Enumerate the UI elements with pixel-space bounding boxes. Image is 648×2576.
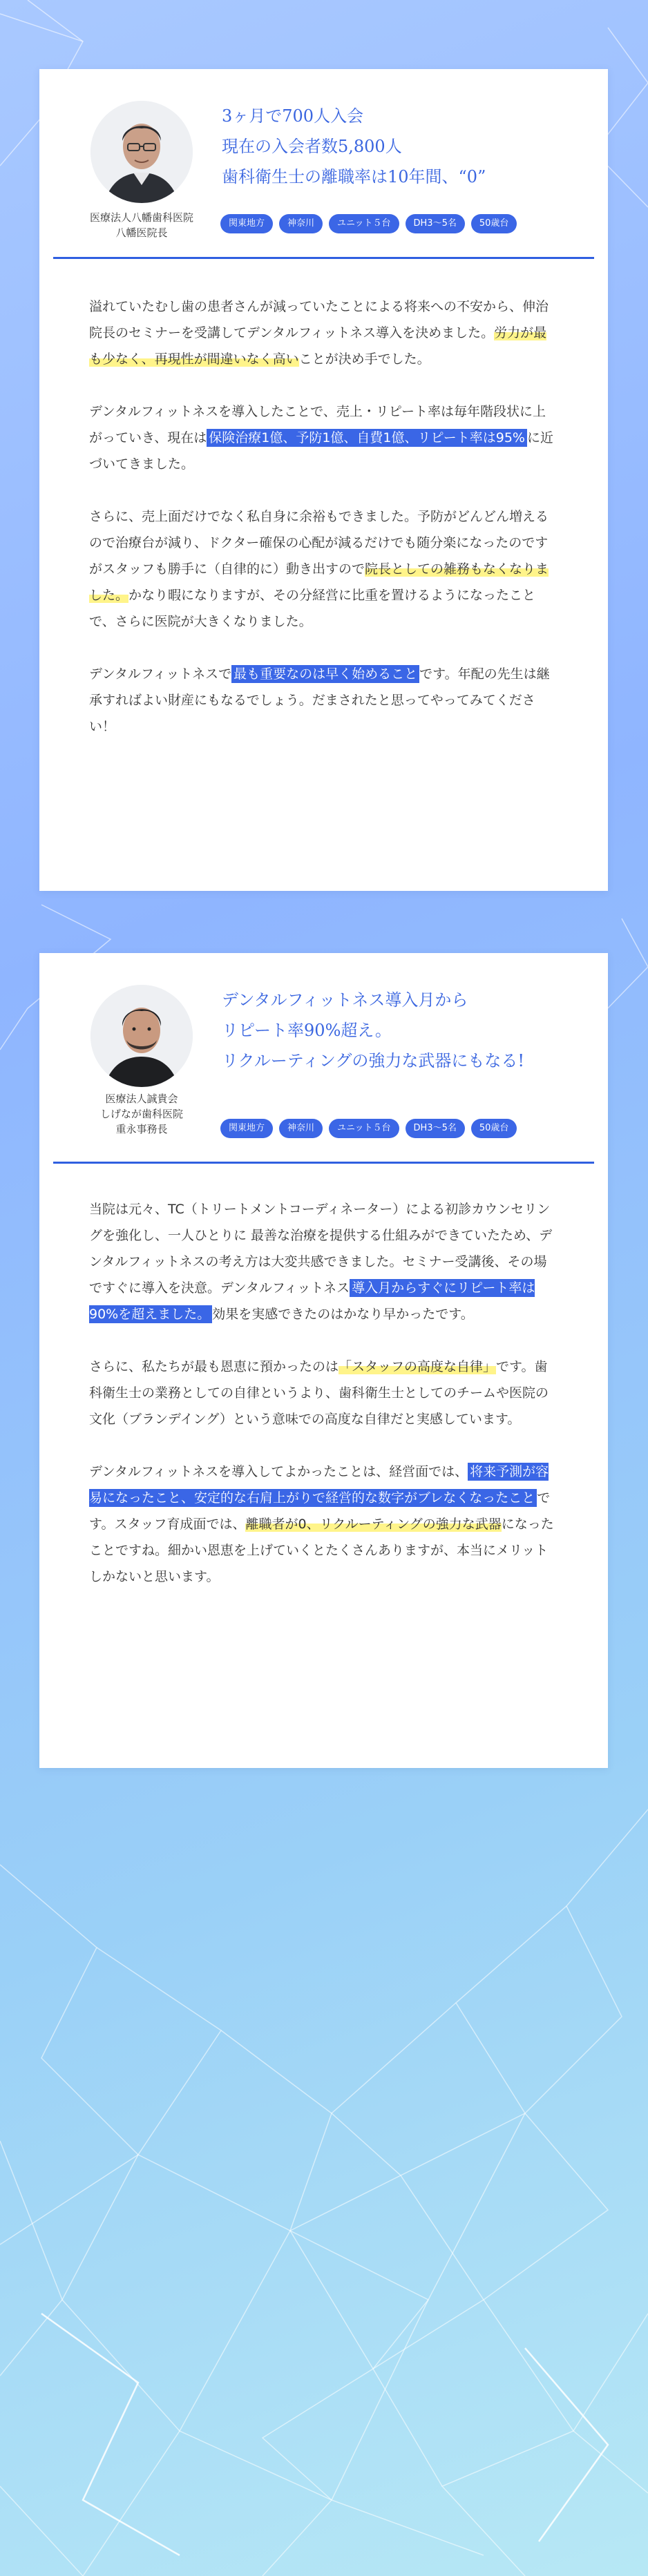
testimonial-paragraph: [89, 294, 558, 372]
card-header: [39, 69, 608, 256]
paragraph-text: デンタルフィットネスを導入してよかったことは、経営面では、: [89, 1464, 468, 1479]
card-headline: 3ヶ月で700人入会 現在の入会者数5,800人 歯科衛生士の離職率は10年間、“0”: [222, 106, 486, 186]
tag-list: [220, 1119, 517, 1138]
testimonial-paragraph: [89, 1196, 558, 1327]
highlight-emphasis: 導入月からすぐにリピート率は90%を超えました。: [89, 1280, 535, 1322]
tag-units: ユニット５台: [329, 214, 399, 233]
testimonial-body: [89, 294, 558, 766]
tag-age: 50歳台: [471, 214, 517, 233]
paragraph-text: デンタルフィットネスで: [89, 666, 232, 682]
card-header: [39, 953, 608, 1140]
paragraph-text: に近づいてきました。: [89, 430, 554, 472]
testimonial-card-yahata: [39, 69, 608, 891]
tag-age: 50歳台: [471, 1119, 517, 1138]
clinic-name: 医療法人誠貴会 しげなが歯科医院 重永事務長: [99, 1093, 183, 1135]
tag-region: 関東地方: [220, 214, 273, 233]
highlight-emphasis: 最も重要なのは早く始めること: [231, 665, 419, 683]
paragraph-text: になったことですね。細かい恩恵を上げていくとたくさんありますが、本当にメリットしかないと思います。: [89, 1517, 554, 1584]
tag-region: 関東地方: [220, 1119, 273, 1138]
divider: [53, 257, 594, 259]
highlight-emphasis: 将来予測が容易になったこと、安定的な右肩上がりで経営的な数字がブレなくなったこと: [89, 1464, 549, 1506]
paragraph-text: です。歯科衛生士の業務としての自律というより、歯科衛生士としてのチームや医院の文化（ブランデイング）という意味での高度な自律だと実感しています。: [89, 1359, 549, 1427]
paragraph-text: ことが決め手でした。: [298, 352, 430, 367]
highlight-marker: 「スタッフの高度な自律」: [339, 1359, 497, 1374]
testimonial-paragraph: [89, 1354, 558, 1432]
tag-dh: DH3〜5名: [406, 214, 465, 233]
tag-units: ユニット５台: [329, 1119, 399, 1138]
paragraph-text: かなり暇になりますが、その分経営に比重を置けるようになったことで、さらに医院が大きくなりました。: [89, 588, 536, 629]
paragraph-text: 当院は元々、TC（トリートメントコーディネーター）による初診カウンセリングを強化し、一人ひとりに 最善な治療を提供する仕組みができていたため、デ ンタルフィットネスの考え方は大変共感できました。セミナー受講後、その場ですぐに導入を決意。デンタルフィットネス: [89, 1202, 553, 1296]
divider: [53, 1162, 594, 1164]
clinic-name: 医療法人八幡歯科医院 八幡医院長: [89, 211, 193, 239]
testimonial-paragraph: [89, 503, 558, 635]
paragraph-text: さらに、売上面だけでなく私自身に余裕もできました。予防がどんどん増えるので治療台が減り、ドクター確保の心配が減るだけでも随分楽になったのですがスタッフも勝手に（自律的に）動き出すので: [89, 509, 549, 577]
paragraph-text: 効果を実感できたのはかなり早かったです。: [212, 1307, 474, 1322]
tag-dh: DH3〜5名: [406, 1119, 465, 1138]
testimonial-paragraph: [89, 1459, 558, 1590]
testimonial-paragraph: [89, 661, 558, 740]
avatar: [90, 985, 193, 1087]
highlight-marker: 離職者が0、リクルーティングの強力な武器: [245, 1517, 502, 1532]
highlight-emphasis: 保険治療1億、予防1億、自費1億、リピート率は95%: [207, 429, 527, 447]
paragraph-text: デンタルフィットネスを導入したことで、売上・リピート率は毎年階段状に上がっていき、現在は: [89, 404, 546, 445]
testimonial-body: [89, 1196, 558, 1616]
tag-prefecture: 神奈川: [279, 1119, 323, 1138]
paragraph-text: です。スタッフ育成面では、: [89, 1490, 551, 1532]
testimonial-card-shigenaga: [39, 953, 608, 1768]
avatar: [90, 101, 193, 203]
paragraph-text: さらに、私たちが最も恩恵に預かったのは: [89, 1359, 339, 1374]
paragraph-text: です。年配の先生は継承すればよい財産にもなるでしょう。だまされたと思ってやってみてください！: [89, 666, 550, 734]
highlight-marker: 院長としての雑務もなくなりました。: [89, 561, 549, 603]
tag-prefecture: 神奈川: [279, 214, 323, 233]
testimonial-paragraph: [89, 398, 558, 477]
tag-list: [220, 214, 517, 233]
paragraph-text: 溢れていたむし歯の患者さんが減っていたことによる将来への不安から、伸治院長のセミナーを受講してデンタルフィットネス導入を決めました。: [89, 299, 549, 340]
highlight-marker: 労力が最も少なく、再現性が間違いなく高い: [89, 325, 547, 367]
card-headline: デンタルフィットネス導入月から リピート率90%超え。 リクルーティングの強力な武器にもなる!: [222, 990, 525, 1070]
